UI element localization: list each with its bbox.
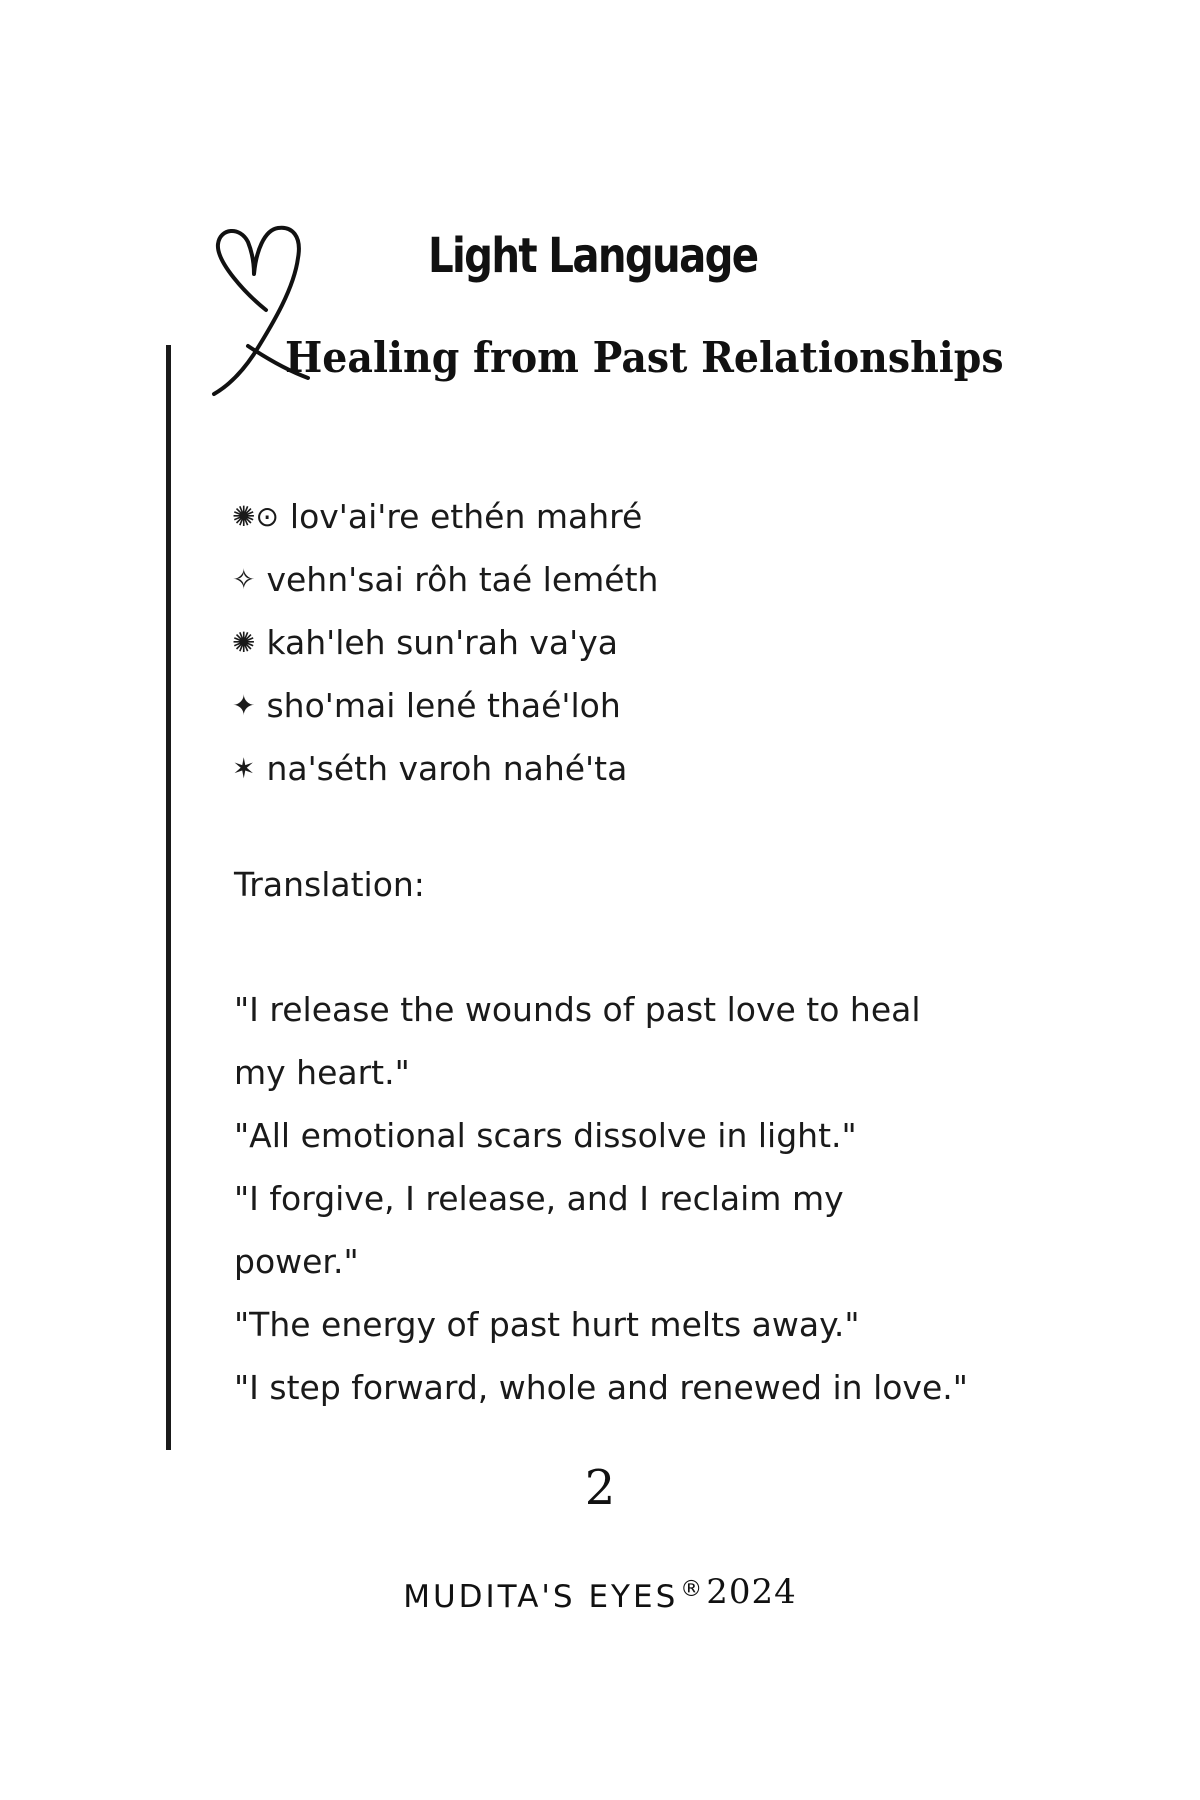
chant-line [232,548,658,611]
translation-line: "I release the wounds of past love to heal [234,990,921,1029]
four-point-star-icon: ✦ [232,688,256,722]
translation-line: "All emotional scars dissolve in light." [234,1116,857,1155]
chant-line [232,485,658,548]
translation-line: power." [234,1242,359,1281]
page-number: 2 [584,1460,616,1516]
copyright-footer [0,1572,1200,1615]
star-outline-icon: ✧ [232,562,256,596]
chant-text: lov'ai're ethén mahré [289,496,643,536]
chant-line [232,674,658,737]
sparkle-icon: ✺⊙ [232,499,279,533]
page-title: Light Language [428,228,758,284]
left-margin-rule [166,345,171,1450]
copyright-year: 2024 [706,1572,797,1612]
translation-heading: Translation: [234,865,425,904]
sparkle-icon: ✺ [232,625,256,659]
translation-line: "The energy of past hurt melts away." [234,1305,860,1344]
translation-line: "I forgive, I release, and I reclaim my [234,1179,844,1218]
light-language-chant [232,485,658,800]
page-subtitle: Healing from Past Relationships [285,333,1004,382]
chant-text: sho'mai lené thaé'loh [266,685,621,725]
brand-name: MUDITA'S EYES [403,1579,679,1615]
chant-text: vehn'sai rôh taé leméth [266,559,659,599]
translation-line: "I step forward, whole and renewed in love." [234,1368,968,1407]
six-point-star-icon: ✶ [232,751,256,785]
translation-line: my heart." [234,1053,410,1092]
chant-text: kah'leh sun'rah va'ya [266,622,618,662]
chant-line [232,611,658,674]
registered-mark: ® [680,1576,703,1602]
translation-text [234,985,968,1426]
chant-text: na'séth varoh nahé'ta [266,748,628,788]
chant-line [232,737,658,800]
